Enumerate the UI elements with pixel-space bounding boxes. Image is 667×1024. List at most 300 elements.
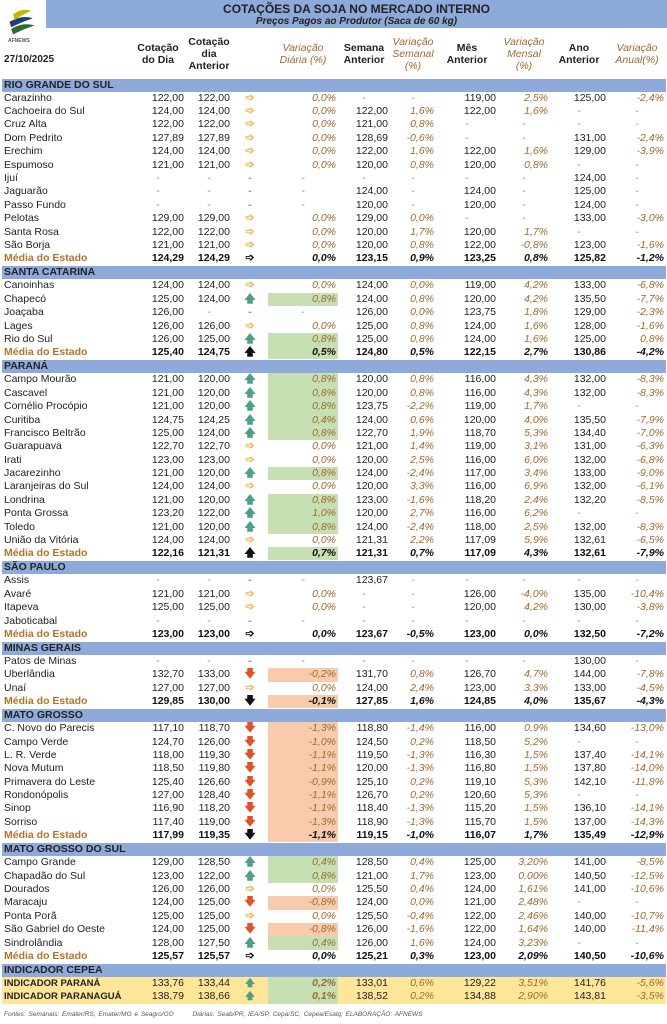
cotacao-anterior: 123,00 — [197, 627, 230, 640]
variacao-mensal: 1,5% — [524, 802, 548, 815]
table-row — [2, 655, 666, 668]
table-row — [2, 869, 666, 882]
mes-anterior: 123,00 — [463, 681, 496, 694]
arrow-right-icon: ➩ — [245, 681, 255, 694]
variacao-semanal: - — [411, 587, 415, 600]
cotacao-anterior: 122,00 — [197, 118, 230, 131]
ano-anterior: 142,10 — [573, 775, 606, 788]
variacao-mensal: 4,0% — [524, 694, 548, 707]
table-row — [2, 601, 666, 614]
city-name: Sorriso — [4, 815, 38, 828]
variacao-diaria: 0,0% — [312, 587, 336, 600]
table-row — [2, 574, 666, 587]
cotacao-dia: 121,00 — [151, 400, 184, 413]
variacao-diaria: - — [301, 185, 305, 198]
variacao-anual: - — [635, 400, 639, 413]
cotacao-dia: 121,00 — [151, 238, 184, 251]
arrow-down-icon: 🡇 — [244, 815, 256, 828]
state-average-row — [2, 547, 666, 561]
variacao-semanal: 1,6% — [410, 936, 434, 949]
variacao-semanal: 0,4% — [410, 856, 434, 869]
table-row — [2, 936, 666, 949]
arrow-up-icon: 🡅 — [244, 400, 256, 413]
semana-anterior: 121,31 — [355, 547, 388, 560]
city-name: Patos de Minas — [4, 654, 77, 667]
ano-anterior: 135,00 — [573, 587, 606, 600]
variacao-anual: 0,8% — [640, 332, 664, 345]
cotacao-dia: 125,00 — [151, 292, 184, 305]
ano-anterior: - — [577, 225, 581, 238]
ano-anterior: 125,00 — [573, 91, 606, 104]
cotacao-anterior: 119,30 — [198, 748, 230, 761]
mes-anterior: - — [465, 172, 469, 185]
no-trend-dash: - — [248, 185, 252, 198]
mes-anterior: - — [465, 212, 469, 225]
col-variacao-semanal: Variação Semanal (%) — [392, 35, 434, 72]
state-average-row — [2, 346, 666, 360]
table-row — [2, 896, 666, 909]
variacao-mensal: 2,90% — [498, 990, 550, 1003]
city-name: Toledo — [4, 520, 35, 533]
variacao-mensal: - — [522, 198, 526, 211]
mes-anterior: 116,80 — [464, 762, 496, 775]
arrow-up-icon: 🡅 — [244, 386, 256, 399]
variacao-semanal: -1,3% — [406, 762, 434, 775]
mes-anterior: 124,00 — [463, 319, 496, 332]
variacao-diaria: -1,3% — [268, 816, 338, 829]
ano-anterior: 124,00 — [573, 198, 606, 211]
semana-anterior: 123,75 — [355, 400, 388, 413]
cotacao-anterior: - — [207, 306, 211, 319]
arrow-up-icon: 🡅 — [244, 493, 256, 506]
arrow-up-icon: 🡅 — [244, 520, 256, 533]
col-variacao-mensal: Variação Mensal (%) — [503, 35, 545, 72]
variacao-mensal: 1,6% — [524, 319, 548, 332]
cotacao-anterior: 124,00 — [197, 279, 230, 292]
semana-anterior: 128,69 — [355, 131, 388, 144]
cotacao-anterior: 120,00 — [197, 386, 230, 399]
cotacao-dia: 125,00 — [151, 601, 184, 614]
arrow-down-icon: 🡇 — [244, 775, 256, 788]
variacao-diaria: 0,0% — [312, 681, 336, 694]
variacao-anual: -8,3% — [636, 386, 664, 399]
variacao-anual: -14,3% — [630, 815, 664, 828]
ano-anterior: - — [577, 400, 581, 413]
mes-anterior: 121,00 — [463, 896, 496, 909]
cotacao-dia: 122,00 — [151, 225, 184, 238]
cotacao-dia: 127,89 — [151, 131, 184, 144]
variacao-anual: - — [635, 158, 639, 171]
city-name: Uberlândia — [4, 668, 55, 681]
city-name: Jaboticabal — [4, 614, 58, 627]
mes-anterior: 119,10 — [464, 775, 496, 788]
page-subtitle: Preços Pagos ao Produtor (Saca de 60 kg) — [255, 16, 458, 27]
variacao-anual: -7,0% — [636, 426, 664, 439]
variacao-diaria: -1,1% — [268, 762, 338, 775]
variacao-mensal: - — [522, 118, 526, 131]
arrow-up-icon: 🡅 — [232, 977, 268, 990]
cotacao-anterior: 122,00 — [197, 225, 230, 238]
variacao-diaria: - — [301, 172, 305, 185]
variacao-mensal: 3,3% — [524, 681, 548, 694]
cotacao-anterior: 126,60 — [197, 775, 230, 788]
arrow-right-icon: ➩ — [245, 145, 255, 158]
ano-anterior: 131,00 — [573, 131, 606, 144]
state-average-row — [2, 252, 666, 266]
semana-anterior: 121,00 — [355, 118, 388, 131]
variacao-anual: -8,3% — [636, 520, 664, 533]
cotacao-anterior: - — [207, 185, 211, 198]
mes-anterior: 116,00 — [464, 386, 496, 399]
city-name: Média do Estado — [4, 252, 88, 265]
variacao-anual: - — [635, 198, 639, 211]
variacao-semanal: 0,8% — [410, 158, 434, 171]
variacao-anual: - — [635, 105, 639, 118]
ano-anterior: - — [577, 105, 581, 118]
variacao-semanal: 0,8% — [410, 238, 434, 251]
variacao-anual: - — [635, 936, 639, 949]
table-row — [2, 145, 666, 158]
table-row — [2, 762, 666, 775]
variacao-anual: -3,5% — [608, 990, 666, 1003]
cotacao-anterior: 124,25 — [197, 413, 230, 426]
variacao-diaria: -0,1% — [268, 695, 338, 709]
cotacao-anterior: 125,00 — [197, 601, 230, 614]
semana-anterior: 124,00 — [355, 467, 388, 480]
variacao-mensal: - — [522, 172, 526, 185]
no-trend-dash: - — [248, 654, 252, 667]
ano-anterior: - — [577, 614, 581, 627]
arrow-right-icon: ➩ — [245, 118, 255, 131]
mes-anterior: 119,00 — [464, 91, 496, 104]
city-name: Irati — [4, 453, 22, 466]
variacao-mensal: -4,0% — [520, 587, 548, 600]
semana-anterior: 122,70 — [355, 426, 388, 439]
variacao-diaria: 0,0% — [312, 883, 336, 896]
table-row — [2, 440, 666, 453]
cotacao-anterior: 118,70 — [198, 722, 230, 735]
variacao-anual: -12,9% — [630, 829, 664, 842]
semana-anterior: - — [362, 91, 366, 104]
semana-anterior: - — [362, 587, 366, 600]
city-name: L. R. Verde — [4, 748, 57, 761]
cotacao-dia: 129,00 — [151, 856, 184, 869]
variacao-anual: -10,6% — [630, 883, 664, 896]
variacao-semanal: 0,8% — [410, 118, 434, 131]
cotacao-dia: 122,00 — [151, 118, 184, 131]
arrow-down-icon: 🡇 — [244, 896, 256, 909]
city-name: Dourados — [4, 883, 50, 896]
cotacao-anterior: 127,00 — [197, 681, 230, 694]
cotacao-dia: 121,00 — [151, 587, 184, 600]
variacao-semanal: 0,0% — [410, 896, 434, 909]
city-name: Espumoso — [4, 158, 54, 171]
cotacao-dia: 124,00 — [151, 923, 184, 936]
variacao-diaria: 0,0% — [312, 453, 336, 466]
variacao-semanal: - — [411, 172, 415, 185]
table-row — [2, 132, 666, 145]
variacao-semanal: 0,0% — [410, 279, 434, 292]
arrow-right-icon: ➩ — [245, 105, 255, 118]
mes-anterior: 116,00 — [464, 373, 496, 386]
variacao-semanal: -1,6% — [406, 923, 434, 936]
variacao-semanal: 0,3% — [410, 949, 434, 962]
city-name: Curitiba — [4, 413, 41, 426]
variacao-anual: -3,0% — [636, 212, 664, 225]
table-row — [2, 735, 666, 748]
section-title: SANTA CATARINA — [2, 266, 666, 280]
table-row — [2, 722, 666, 735]
table-row — [2, 668, 666, 681]
variacao-anual: -11,4% — [631, 923, 664, 936]
variacao-diaria: 0,0% — [312, 627, 336, 640]
no-trend-dash: - — [248, 172, 252, 185]
city-name: INDICADOR PARANAGUÁ — [2, 990, 130, 1003]
variacao-semanal: 0,4% — [410, 883, 434, 896]
variacao-semanal: - — [411, 185, 415, 198]
variacao-semanal: -2,4% — [406, 520, 434, 533]
variacao-diaria: 0,4% — [268, 413, 338, 426]
variacao-semanal: -2,4% — [406, 467, 434, 480]
table-row — [2, 467, 666, 480]
city-name: Média do Estado — [4, 547, 88, 560]
ano-anterior: 125,82 — [573, 252, 606, 265]
city-name: Assis — [4, 574, 30, 587]
variacao-mensal: 0,00% — [518, 869, 548, 882]
cotacao-dia: 126,00 — [151, 306, 184, 319]
cotacao-anterior: 124,00 — [197, 426, 230, 439]
variacao-mensal: - — [522, 654, 526, 667]
table-row — [2, 910, 666, 923]
variacao-diaria: -0,8% — [268, 896, 338, 909]
cotacao-anterior: 125,00 — [197, 332, 230, 345]
cotacao-dia: 125,57 — [151, 949, 184, 962]
cotacao-dia: 124,70 — [151, 735, 184, 748]
semana-anterior: 126,70 — [355, 789, 388, 802]
variacao-anual: -7,9% — [636, 547, 664, 560]
mes-anterior: 120,00 — [463, 413, 496, 426]
ano-anterior: 136,10 — [573, 802, 606, 815]
variacao-semanal: 2,5% — [410, 453, 434, 466]
variacao-mensal: 1,6% — [524, 145, 548, 158]
ano-anterior: 134,40 — [573, 426, 606, 439]
city-name: C. Novo do Parecis — [4, 722, 95, 735]
mes-anterior: 116,00 — [464, 480, 496, 493]
semana-anterior: 124,00 — [355, 896, 388, 909]
arrow-up-icon: 🡅 — [244, 346, 256, 359]
variacao-mensal: 1,5% — [524, 748, 548, 761]
variacao-mensal: 1,7% — [524, 829, 548, 842]
variacao-anual: -14,0% — [630, 762, 664, 775]
table-row — [2, 118, 666, 131]
mes-anterior: 118,50 — [464, 735, 496, 748]
variacao-mensal: 3,4% — [524, 467, 548, 480]
variacao-diaria: 0,0% — [312, 91, 336, 104]
city-name: União da Vitória — [4, 534, 79, 547]
semana-anterior: 120,00 — [355, 453, 388, 466]
variacao-anual: -3,9% — [636, 145, 664, 158]
variacao-anual: - — [635, 507, 639, 520]
table-row — [2, 172, 666, 185]
table-row — [2, 212, 666, 225]
variacao-mensal: 4,2% — [524, 279, 548, 292]
variacao-anual: -6,3% — [636, 440, 664, 453]
variacao-mensal: 5,2% — [524, 735, 548, 748]
city-name: Nova Mutum — [4, 762, 64, 775]
arrow-up-icon: 🡅 — [244, 426, 256, 439]
variacao-diaria: 0,4% — [268, 936, 338, 949]
variacao-mensal: 4,3% — [524, 547, 548, 560]
state-average-row — [2, 695, 666, 709]
table-row — [2, 427, 666, 440]
city-name: Cachoeira do Sul — [4, 105, 85, 118]
cotacao-dia: 138,79 — [130, 990, 186, 1003]
city-name: Média do Estado — [4, 949, 88, 962]
cotacao-anterior: 122,00 — [197, 91, 230, 104]
section-header — [2, 266, 666, 280]
cotacao-anterior: 127,50 — [197, 936, 230, 949]
variacao-diaria: 0,8% — [268, 869, 338, 882]
ano-anterior: - — [577, 158, 581, 171]
cotacao-anterior: 124,75 — [197, 346, 230, 359]
col-cotacao-anterior: Cotação dia Anterior — [188, 35, 230, 72]
city-name: Rio do Sul — [4, 332, 53, 345]
variacao-diaria: 0,8% — [268, 293, 338, 306]
variacao-semanal: 0,8% — [410, 332, 434, 345]
ano-anterior: 137,80 — [573, 762, 606, 775]
mes-anterior: 117,09 — [464, 534, 496, 547]
semana-anterior: 120,00 — [355, 373, 388, 386]
mes-anterior: 116,00 — [464, 453, 496, 466]
variacao-diaria: - — [301, 306, 305, 319]
arrow-up-icon: 🡅 — [244, 373, 256, 386]
mes-anterior: 116,07 — [464, 829, 496, 842]
arrow-up-icon: 🡅 — [244, 413, 256, 426]
col-cotacao-dia: Cotação do Dia — [137, 41, 179, 66]
variacao-mensal: 5,9% — [524, 534, 548, 547]
variacao-mensal: 0,8% — [524, 252, 548, 265]
variacao-semanal: 0,8% — [410, 319, 434, 332]
cotacao-dia: - — [156, 172, 160, 185]
mes-anterior: 118,00 — [464, 520, 496, 533]
arrow-right-icon: ➩ — [245, 279, 255, 292]
variacao-diaria: 0,0% — [312, 534, 336, 547]
cotacao-anterior: 127,89 — [197, 131, 230, 144]
section-header — [2, 561, 666, 575]
mes-anterior: 122,00 — [463, 238, 496, 251]
table-row — [2, 453, 666, 466]
variacao-anual: -4,2% — [636, 346, 664, 359]
cotacao-dia: 121,00 — [151, 493, 184, 506]
semana-anterior: 118,40 — [356, 802, 388, 815]
variacao-mensal: -0,8% — [520, 238, 548, 251]
cotacao-dia: 124,00 — [151, 145, 184, 158]
cotacao-dia: 121,00 — [151, 520, 184, 533]
ano-anterior: 133,00 — [573, 212, 606, 225]
cotacao-anterior: 121,31 — [197, 547, 230, 560]
cotacao-anterior: 119,80 — [198, 762, 230, 775]
variacao-semanal: 1,7% — [410, 869, 434, 882]
report-date: 27/10/2025 — [4, 53, 55, 65]
variacao-semanal: 0,7% — [410, 547, 434, 560]
variacao-semanal: - — [411, 91, 415, 104]
ano-anterior: - — [577, 735, 581, 748]
mes-anterior: 116,00 — [464, 722, 496, 735]
ano-anterior: 132,00 — [573, 386, 606, 399]
no-trend-dash: - — [248, 574, 252, 587]
cotacao-dia: 126,00 — [151, 332, 184, 345]
city-name: Cruz Alta — [4, 118, 47, 131]
variacao-diaria: 0,4% — [268, 856, 338, 869]
cotacao-anterior: 121,00 — [197, 587, 230, 600]
ano-anterior: 141,76 — [550, 977, 608, 990]
variacao-anual: -6,8% — [636, 453, 664, 466]
variacao-mensal: 1,5% — [524, 762, 548, 775]
section-header — [2, 843, 666, 857]
variacao-anual: -10,6% — [630, 949, 664, 962]
cepea-row — [2, 990, 666, 1003]
city-name: Média do Estado — [4, 694, 88, 707]
variacao-semanal: 0,2% — [410, 789, 434, 802]
cotacao-dia: - — [156, 198, 160, 211]
variacao-semanal: 1,9% — [410, 426, 434, 439]
variacao-semanal: -1,3% — [406, 815, 434, 828]
variacao-anual: -8,5% — [636, 493, 664, 506]
cotacao-dia: 123,00 — [151, 627, 184, 640]
cotacao-dia: 122,00 — [151, 91, 184, 104]
variacao-diaria: 0,5% — [268, 346, 338, 360]
afnews-logo-icon — [4, 2, 40, 38]
arrow-down-icon: 🡇 — [244, 722, 256, 735]
report-header — [0, 0, 667, 44]
semana-anterior: 124,00 — [355, 520, 388, 533]
variacao-mensal: 6,2% — [524, 507, 548, 520]
table-row — [2, 802, 666, 815]
table-row — [2, 279, 666, 292]
variacao-semanal: 0,2% — [390, 990, 436, 1003]
semana-anterior: 125,00 — [355, 319, 388, 332]
city-name: Lages — [4, 319, 33, 332]
mes-anterior: 123,75 — [463, 306, 496, 319]
variacao-diaria: 0,8% — [268, 494, 338, 507]
arrow-right-icon: ➩ — [245, 627, 255, 640]
city-name: Canoinhas — [4, 279, 55, 292]
mes-anterior: 122,00 — [463, 909, 496, 922]
city-name: Erechim — [4, 145, 43, 158]
section-title: MATO GROSSO DO SUL — [2, 843, 666, 857]
mes-anterior: 119,00 — [464, 440, 496, 453]
semana-anterior: 124,80 — [355, 346, 388, 359]
semana-anterior: 121,00 — [355, 440, 388, 453]
variacao-semanal: 0,6% — [410, 413, 434, 426]
table-row — [2, 413, 666, 426]
variacao-mensal: 3,23% — [518, 936, 548, 949]
city-name: Francisco Beltrão — [4, 426, 86, 439]
cotacao-dia: - — [156, 185, 160, 198]
no-trend-dash: - — [248, 614, 252, 627]
variacao-anual: - — [635, 185, 639, 198]
arrow-down-icon: 🡇 — [244, 694, 256, 707]
city-name: São Borja — [4, 238, 51, 251]
ano-anterior: - — [577, 574, 581, 587]
semana-anterior: 120,00 — [355, 198, 388, 211]
mes-anterior: 118,70 — [464, 426, 496, 439]
cotacao-dia: 122,70 — [151, 440, 184, 453]
variacao-semanal: 1,6% — [410, 145, 434, 158]
table-row — [2, 614, 666, 627]
cotacao-dia: 127,00 — [151, 789, 184, 802]
table-row — [2, 520, 666, 533]
